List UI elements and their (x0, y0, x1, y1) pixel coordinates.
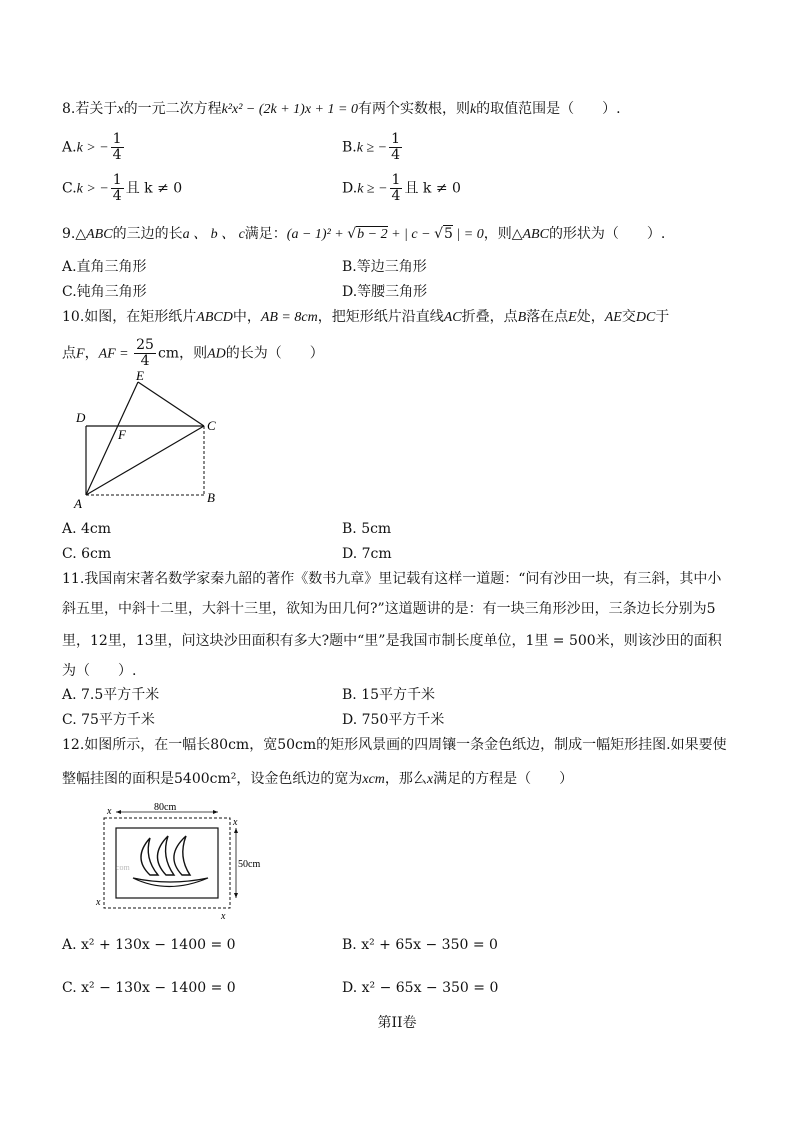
q11-option-a[interactable]: A. 7.5平方千米 (62, 687, 160, 703)
section-heading-volume-2: 第II卷 (377, 1015, 417, 1031)
q12-side-dim-arrow-down (234, 893, 238, 898)
q8-option-c[interactable]: C.k > − $\frac{1}{4}$ 且 k ≠ 0 (62, 172, 183, 204)
q10-diagonal-ac (86, 426, 204, 495)
q12-option-d[interactable]: D. x² − 65x − 350 = 0 (342, 980, 499, 996)
q12-option-c[interactable]: C. x² − 130x − 1400 = 0 (62, 980, 236, 996)
q10-label-a: A (74, 496, 82, 510)
q9-option-d[interactable]: D.等腰三角形 (342, 284, 428, 300)
q12-sail-1 (141, 838, 158, 875)
q10-label-f: F (118, 427, 126, 442)
q10-line-ec (138, 382, 204, 426)
q10-label-b: B (207, 490, 215, 505)
q10-stem-line2: 点F，AF = $\frac{25}{4}$ cm，则AD的长为（ ） (62, 337, 324, 369)
q10-label-d: D (76, 410, 86, 425)
q10-figure (70, 370, 230, 510)
q8-option-b[interactable]: B.k ≥ − $\frac{1}{4}$ (342, 131, 401, 163)
q8-stem: 8.若关于x的一元二次方程k²x² − (2k + 1)x + 1 = 0有两个实数根，则k的取值范围是（ ）. (62, 101, 621, 117)
q12-label-x-top-left: x (107, 806, 112, 817)
q12-side-dim-arrow-up (234, 828, 238, 833)
q12-label-x-bottom-left: x (96, 897, 101, 908)
q9-option-b[interactable]: B.等边三角形 (342, 259, 427, 275)
q11-option-d[interactable]: D. 750平方千米 (342, 712, 445, 728)
q10-label-c: C (207, 418, 216, 433)
q9-stem: 9.△ABC的三边的长a 、 b 、 c满足：(a − 1)² + √b − 2 + | c − √5 | = 0，则△ABC的形状为（ ）. (62, 226, 666, 242)
q12-option-b[interactable]: B. x² + 65x − 350 = 0 (342, 937, 498, 953)
q12-watermark: com (116, 863, 130, 872)
q12-sail-3 (174, 836, 190, 875)
q10-option-a[interactable]: A. 4cm (62, 521, 112, 537)
q11-stem-line2: 斜五里，中斜十二里，大斜十三里，欲知为田几何?”这道题讲的是：有一块三角形沙田，三条边长分别为5 (62, 601, 716, 617)
q11-stem-line1: 11.我国南宋著名数学家秦九韶的著作《数书九章》里记载有这样一道题：“问有沙田一块，有三斜，其中小 (62, 571, 722, 587)
q12-sail-2 (157, 836, 174, 875)
q12-top-dim-arrow-left (116, 810, 121, 814)
q12-top-dim-label: 80cm (154, 802, 177, 813)
q12-figure (88, 800, 268, 925)
q12-label-x-top-right: x (233, 817, 238, 828)
q12-label-x-bottom-right: x (221, 911, 226, 922)
q11-option-b[interactable]: B. 15平方千米 (342, 687, 436, 703)
q11-stem-line4: 为（ ）. (62, 663, 137, 679)
q12-top-dim-arrow-right (213, 810, 218, 814)
q10-option-c[interactable]: C. 6cm (62, 546, 112, 562)
q11-option-c[interactable]: C. 75平方千米 (62, 712, 155, 728)
q8-option-a[interactable]: A.k > − $\frac{1}{4}$ (62, 131, 122, 163)
q9-option-c[interactable]: C.钝角三角形 (62, 284, 147, 300)
q10-option-b[interactable]: B. 5cm (342, 521, 392, 537)
q10-label-e: E (136, 370, 144, 383)
q8-option-d[interactable]: D.k ≥ − $\frac{1}{4}$ 且 k ≠ 0 (342, 172, 461, 204)
q12-stem-line1: 12.如图所示，在一幅长80cm，宽50cm的矩形风景画的四周镶一条金色纸边，制成一幅矩形挂图.如果要使 (62, 737, 727, 753)
q12-stem-line2: 整幅挂图的面积是5400cm²，设金色纸边的宽为xcm，那么x满足的方程是（ ） (62, 771, 574, 787)
q10-stem-line1: 10.如图，在矩形纸片ABCD中，AB = 8cm，把矩形纸片沿直线AC折叠，点B落在点E处，AE交DC于 (62, 309, 670, 325)
q10-option-d[interactable]: D. 7cm (342, 546, 392, 562)
q9-option-a[interactable]: A.直角三角形 (62, 259, 147, 275)
q12-boat-hull (133, 878, 208, 887)
q11-stem-line3: 里，12里，13里，问这块沙田面积有多大?题中“里”是我国市制长度单位，1里 = 500米，则该沙田的面积 (62, 633, 722, 649)
q10-line-ae (86, 382, 138, 495)
q12-option-a[interactable]: A. x² + 130x − 1400 = 0 (62, 937, 236, 953)
q12-side-dim-label: 50cm (238, 859, 261, 870)
